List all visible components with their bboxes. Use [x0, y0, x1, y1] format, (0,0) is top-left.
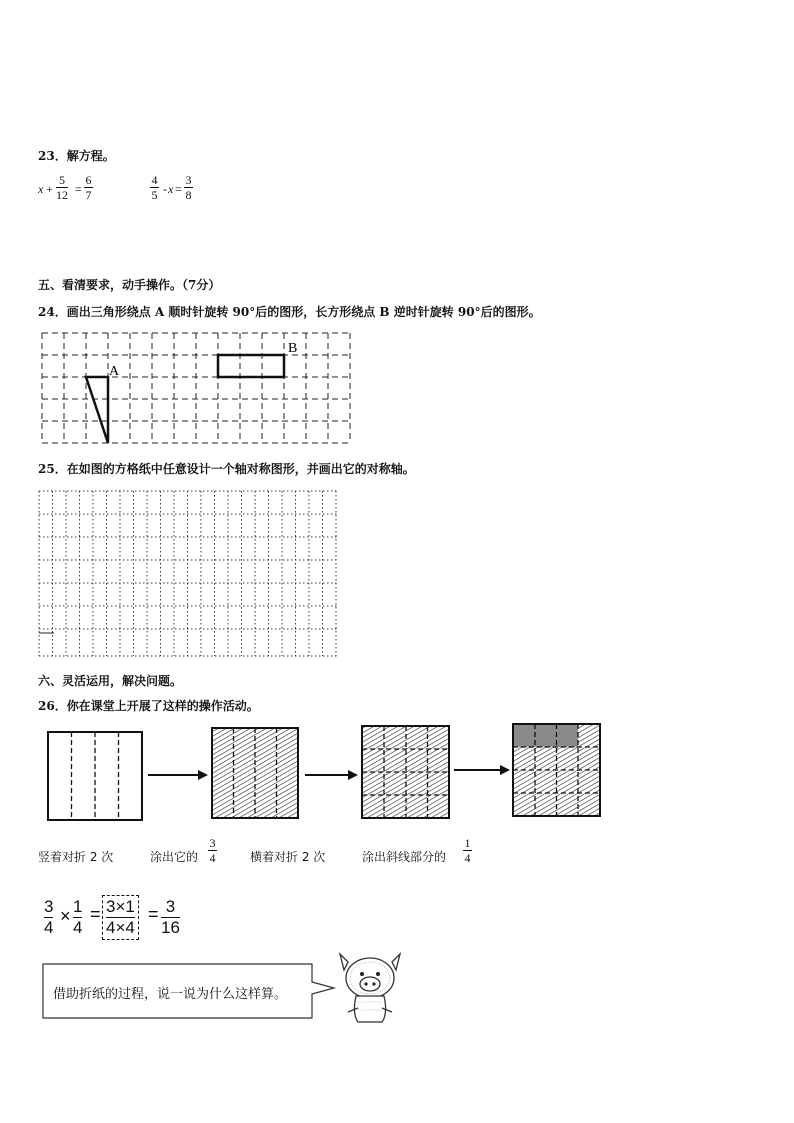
triangle-shape — [86, 377, 108, 443]
step-2-square — [212, 728, 298, 818]
arrow-1 — [148, 770, 208, 780]
caption-step-3: 横着对折 2 次 — [250, 850, 326, 864]
arrow-2 — [305, 770, 358, 780]
numerator: 5 — [59, 173, 65, 187]
q23-title: 23．解方程。 — [38, 149, 115, 163]
numerator: 1 — [464, 836, 471, 850]
rectangle-shape — [218, 355, 284, 377]
formula-equals-1: = — [90, 904, 101, 924]
q26-title: 26．你在课堂上开展了这样的操作活动。 — [38, 699, 259, 713]
eq1-equals: = — [75, 182, 82, 196]
denominator: 4 — [464, 851, 471, 865]
numerator: 6 — [85, 173, 92, 187]
caption-step-4: 涂出斜线部分的 — [362, 850, 447, 864]
denominator: 12 — [56, 188, 68, 202]
denominator: 7 — [85, 188, 92, 202]
eq2-equals: = — [175, 182, 182, 196]
q25-square-grid-paper — [38, 490, 340, 660]
numerator: 1 — [73, 897, 83, 916]
eq1-fraction-2 — [84, 173, 93, 202]
eq2-fraction-1 — [150, 173, 159, 202]
dotted-grid-lines — [39, 491, 337, 656]
denominator: 16 — [161, 918, 180, 937]
dark-shaded-part — [513, 724, 578, 747]
numerator: 3 — [44, 897, 54, 916]
q24-title: 24．画出三角形绕点 A 顺时针旋转 90°后的图形，长方形绕点 B 逆时针旋转 90°后的图形。 — [38, 305, 541, 319]
denominator: 4 — [44, 918, 54, 937]
eq1-variable: x — [38, 182, 44, 196]
formula-fraction-4 — [161, 897, 180, 938]
eq1-fraction-1 — [56, 173, 68, 202]
numerator: 3×1 — [106, 897, 135, 916]
point-a-label: A — [109, 364, 120, 379]
pig-cartoon-icon — [336, 952, 406, 1026]
speech-bubble-text: 借助折纸的过程，说一说为什么这样算。 — [53, 987, 288, 1002]
numerator: 4 — [151, 173, 158, 187]
numerator: 3 — [209, 836, 216, 850]
caption-step-2: 涂出它的 — [150, 850, 199, 864]
step-3-square — [362, 726, 449, 818]
eq2-variable: x — [168, 182, 174, 196]
formula-equals-2: = — [148, 904, 159, 924]
eq2-fraction-2 — [184, 173, 193, 202]
point-b-label: B — [288, 341, 298, 356]
formula-times: × — [60, 906, 71, 926]
eq2-minus: - — [163, 182, 167, 196]
formula-fraction-3-boxed — [102, 895, 139, 940]
formula-fraction-2 — [73, 897, 82, 938]
numerator: 3 — [165, 897, 176, 916]
formula-fraction-1 — [44, 897, 53, 938]
denominator: 4×4 — [106, 918, 135, 937]
q25-title: 25．在如图的方格纸中任意设计一个轴对称图形，并画出它的对称轴。 — [38, 462, 415, 476]
step-1-square — [48, 732, 142, 820]
paper-folding-diagram — [40, 720, 610, 825]
arrow-3 — [454, 765, 510, 775]
caption-step-2-fraction — [208, 836, 217, 865]
denominator: 5 — [151, 188, 158, 202]
caption-step-4-fraction — [463, 836, 472, 865]
section-6-title: 六、灵活运用，解决问题。 — [38, 674, 183, 688]
denominator: 4 — [73, 918, 83, 937]
caption-step-1: 竖着对折 2 次 — [38, 850, 114, 864]
denominator: 4 — [209, 851, 216, 865]
denominator: 8 — [185, 188, 192, 202]
q24-rotation-grid — [40, 330, 360, 446]
step-4-square — [513, 724, 600, 816]
section-5-title: 五、看清要求，动手操作。（7分） — [38, 278, 221, 292]
numerator: 3 — [185, 173, 192, 187]
eq1-plus: + — [46, 182, 53, 196]
